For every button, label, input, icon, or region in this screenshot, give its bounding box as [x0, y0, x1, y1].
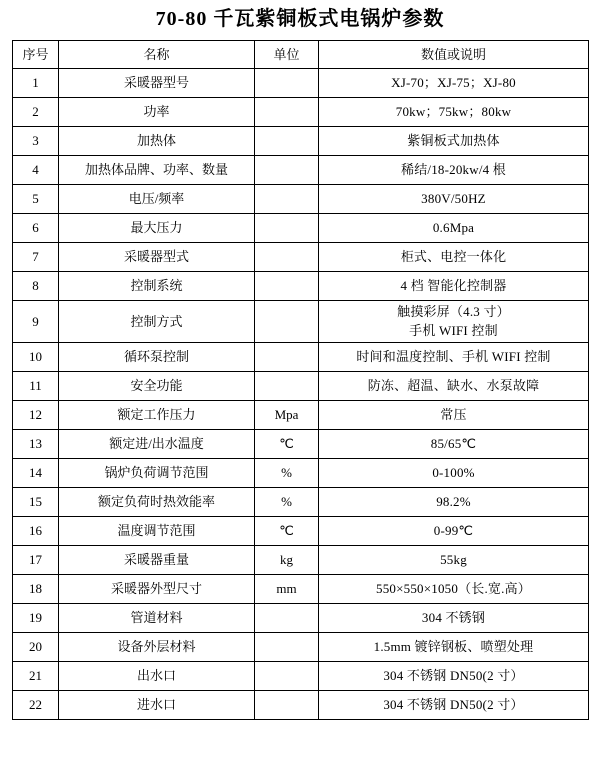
- cell-value: 防冻、超温、缺水、水泵故障: [319, 372, 589, 401]
- cell-unit: [255, 98, 319, 127]
- table-row: [13, 430, 589, 459]
- cell-name: 额定工作压力: [59, 401, 255, 430]
- table-row: [13, 662, 589, 691]
- cell-no: 4: [13, 156, 59, 185]
- cell-no: 20: [13, 633, 59, 662]
- cell-no: 5: [13, 185, 59, 214]
- page-title: 70-80 千瓦紫铜板式电锅炉参数: [155, 8, 445, 30]
- cell-unit: [255, 372, 319, 401]
- cell-no: 17: [13, 546, 59, 575]
- cell-name: 循环泵控制: [59, 343, 255, 372]
- table-header: [13, 41, 589, 69]
- cell-name: 出水口: [59, 662, 255, 691]
- table-row: [13, 401, 589, 430]
- cell-no: 10: [13, 343, 59, 372]
- cell-name: 采暖器重量: [59, 546, 255, 575]
- cell-unit: [255, 156, 319, 185]
- cell-unit: [255, 691, 319, 720]
- table-row: [13, 488, 589, 517]
- cell-no: 14: [13, 459, 59, 488]
- cell-no: 21: [13, 662, 59, 691]
- cell-no: 9: [13, 301, 59, 343]
- cell-value: 0-99℃: [319, 517, 589, 546]
- table-row: [13, 272, 589, 301]
- cell-no: 13: [13, 430, 59, 459]
- cell-no: 22: [13, 691, 59, 720]
- cell-unit: %: [255, 488, 319, 517]
- cell-name: 加热体: [59, 127, 255, 156]
- cell-name: 额定负荷时热效能率: [59, 488, 255, 517]
- cell-no: 8: [13, 272, 59, 301]
- cell-unit: [255, 185, 319, 214]
- cell-value: 0-100%: [319, 459, 589, 488]
- cell-name: 采暖器型式: [59, 243, 255, 272]
- table-row: [13, 604, 589, 633]
- cell-no: 12: [13, 401, 59, 430]
- table-row: [13, 343, 589, 372]
- cell-name: 管道材料: [59, 604, 255, 633]
- cell-name: 设备外层材料: [59, 633, 255, 662]
- cell-name: 控制系统: [59, 272, 255, 301]
- table-row: [13, 214, 589, 243]
- cell-no: 18: [13, 575, 59, 604]
- cell-no: 1: [13, 69, 59, 98]
- table-row: [13, 575, 589, 604]
- column-header-value: 数值或说明: [319, 41, 589, 69]
- table-row: [13, 185, 589, 214]
- cell-value: 4 档 智能化控制器: [319, 272, 589, 301]
- table-row: [13, 459, 589, 488]
- cell-value: 稀结/18-20kw/4 根: [319, 156, 589, 185]
- table-body: [13, 69, 589, 720]
- cell-value: 304 不锈钢 DN50(2 寸）: [319, 662, 589, 691]
- column-header-name: 名称: [59, 41, 255, 69]
- cell-value: 70kw；75kw；80kw: [319, 98, 589, 127]
- cell-no: 7: [13, 243, 59, 272]
- cell-unit: [255, 69, 319, 98]
- table-row: [13, 243, 589, 272]
- cell-unit: mm: [255, 575, 319, 604]
- table-row: [13, 546, 589, 575]
- cell-no: 3: [13, 127, 59, 156]
- cell-no: 16: [13, 517, 59, 546]
- cell-unit: Mpa: [255, 401, 319, 430]
- cell-value: 98.2%: [319, 488, 589, 517]
- cell-value: 0.6Mpa: [319, 214, 589, 243]
- cell-value: 紫铜板式加热体: [319, 127, 589, 156]
- cell-no: 19: [13, 604, 59, 633]
- cell-unit: [255, 662, 319, 691]
- table-row: [13, 372, 589, 401]
- table-row: [13, 691, 589, 720]
- cell-value: 85/65℃: [319, 430, 589, 459]
- cell-no: 6: [13, 214, 59, 243]
- cell-value: 304 不锈钢: [319, 604, 589, 633]
- cell-unit: [255, 127, 319, 156]
- cell-no: 15: [13, 488, 59, 517]
- table-row: [13, 156, 589, 185]
- cell-value: 380V/50HZ: [319, 185, 589, 214]
- cell-unit: [255, 343, 319, 372]
- cell-unit: [255, 272, 319, 301]
- cell-value-line2: 手机 WIFI 控制: [409, 322, 498, 338]
- cell-name: 采暖器型号: [59, 69, 255, 98]
- cell-unit: ℃: [255, 430, 319, 459]
- cell-name: 加热体品牌、功率、数量: [59, 156, 255, 185]
- table-header-row: [13, 41, 589, 69]
- cell-unit: %: [255, 459, 319, 488]
- cell-unit: [255, 604, 319, 633]
- cell-value: 55kg: [319, 546, 589, 575]
- cell-name: 额定进/出水温度: [59, 430, 255, 459]
- cell-name: 进水口: [59, 691, 255, 720]
- spec-table: [12, 40, 589, 720]
- cell-name: 电压/频率: [59, 185, 255, 214]
- table-row: [13, 127, 589, 156]
- cell-unit: [255, 301, 319, 343]
- column-header-unit: 单位: [255, 41, 319, 69]
- table-row: [13, 98, 589, 127]
- cell-value: 常压: [319, 401, 589, 430]
- cell-name: 功率: [59, 98, 255, 127]
- cell-name: 控制方式: [59, 301, 255, 343]
- table-row: [13, 301, 589, 343]
- cell-unit: kg: [255, 546, 319, 575]
- table-row: [13, 633, 589, 662]
- cell-value: 柜式、电控一体化: [319, 243, 589, 272]
- cell-value: 550×550×1050（长.宽.高）: [319, 575, 589, 604]
- cell-unit: ℃: [255, 517, 319, 546]
- cell-no: 2: [13, 98, 59, 127]
- cell-name: 最大压力: [59, 214, 255, 243]
- cell-name: 采暖器外型尺寸: [59, 575, 255, 604]
- cell-value: XJ-70；XJ-75；XJ-80: [319, 69, 589, 98]
- table-row: [13, 517, 589, 546]
- cell-value: [319, 301, 589, 343]
- cell-name: 温度调节范围: [59, 517, 255, 546]
- table-row: [13, 69, 589, 98]
- cell-unit: [255, 243, 319, 272]
- cell-value: 1.5mm 镀锌钢板、喷塑处理: [319, 633, 589, 662]
- cell-name: 安全功能: [59, 372, 255, 401]
- cell-unit: [255, 633, 319, 662]
- cell-unit: [255, 214, 319, 243]
- cell-name: 锅炉负荷调节范围: [59, 459, 255, 488]
- cell-no: 11: [13, 372, 59, 401]
- cell-value: 时间和温度控制、手机 WIFI 控制: [319, 343, 589, 372]
- column-header-no: 序号: [13, 41, 59, 69]
- cell-value: 304 不锈钢 DN50(2 寸）: [319, 691, 589, 720]
- cell-value-line1: 触摸彩屏（4.3 寸）: [397, 303, 510, 319]
